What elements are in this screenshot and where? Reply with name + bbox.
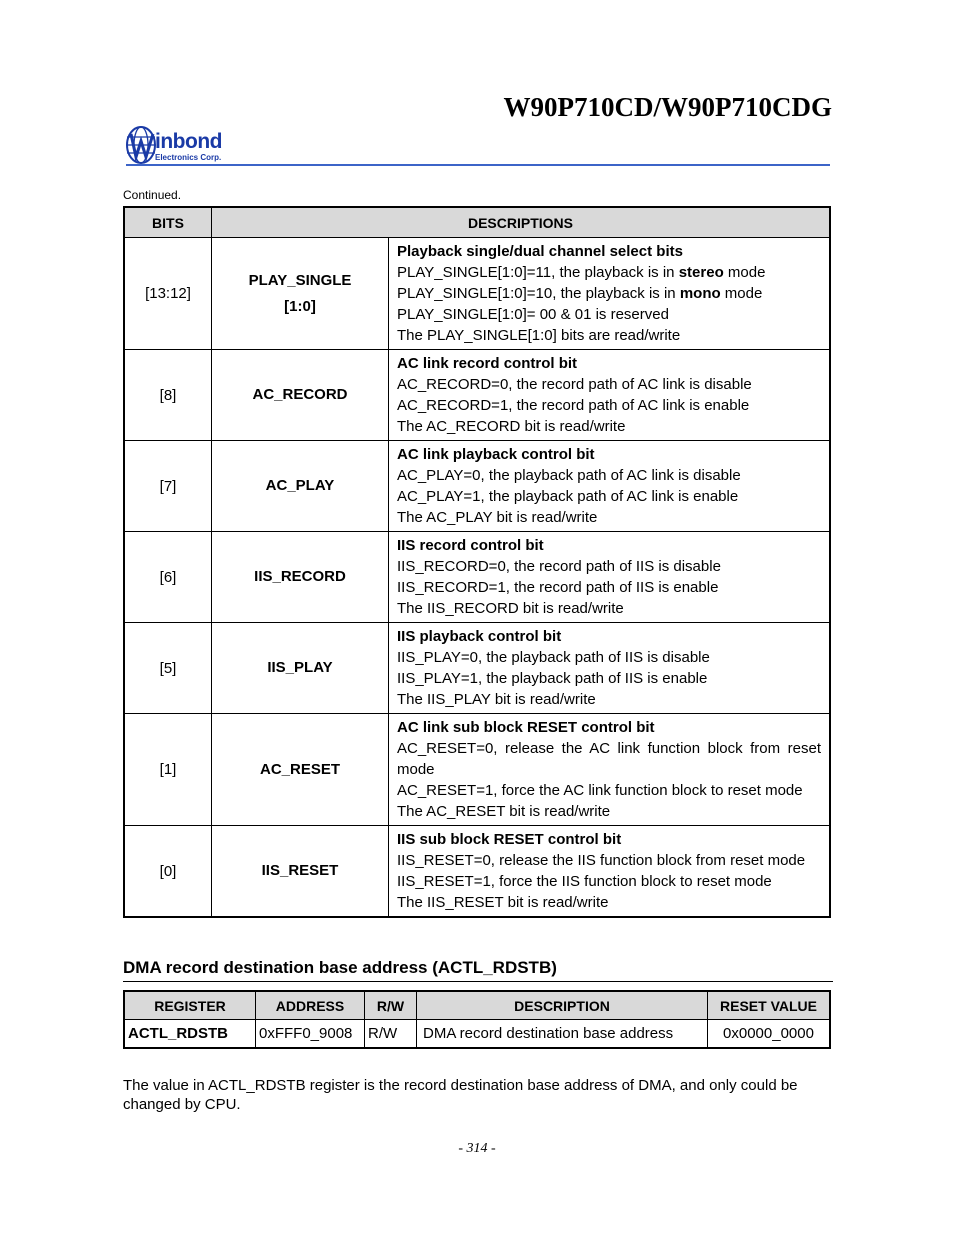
header-description: DESCRIPTION bbox=[417, 991, 708, 1020]
field-name-cell bbox=[212, 238, 389, 350]
field-name-cell bbox=[212, 350, 389, 441]
description-text: AC link playback control bit bbox=[397, 446, 595, 463]
table-row bbox=[124, 238, 830, 350]
description-cell bbox=[389, 826, 831, 918]
description-text: mode bbox=[723, 264, 766, 281]
document-title: W90P710CD/W90P710CDG bbox=[503, 92, 832, 122]
description-line bbox=[397, 416, 821, 437]
description-cell bbox=[389, 714, 831, 826]
description-text: IIS_RESET=0, release the IIS function block from reset mode bbox=[397, 852, 806, 869]
field-name-cell bbox=[212, 623, 389, 714]
register-reset-value: 0x0000_0000 bbox=[708, 1020, 831, 1049]
bits-cell: [7] bbox=[124, 441, 212, 532]
description-heading bbox=[397, 626, 821, 647]
description-text: AC_RECORD=1, the record path of AC link is enable bbox=[397, 397, 750, 414]
register-row bbox=[124, 1020, 830, 1049]
description-line bbox=[397, 465, 821, 486]
description-text: IIS_RECORD=0, the record path of IIS is disable bbox=[397, 558, 721, 575]
description-line bbox=[397, 892, 821, 913]
description-text: AC_PLAY=1, the playback path of AC link is enable bbox=[397, 488, 739, 505]
description-cell bbox=[389, 441, 831, 532]
bits-cell: [1] bbox=[124, 714, 212, 826]
register-rw: R/W bbox=[365, 1020, 417, 1049]
description-text: The PLAY_SINGLE[1:0] bits are read/write bbox=[397, 327, 681, 344]
table-header-row bbox=[124, 207, 830, 238]
body-paragraph: The value in ACTL_RDSTB register is the record destination base address of DMA, and only could be changed by CPU. bbox=[123, 1077, 798, 1113]
description-cell bbox=[389, 623, 831, 714]
table-row bbox=[124, 441, 830, 532]
section-title: DMA record destination base address (ACTL_RDSTB) bbox=[123, 958, 557, 977]
description-text: AC link record control bit bbox=[397, 355, 578, 372]
field-name-cell bbox=[212, 826, 389, 918]
description-cell bbox=[389, 350, 831, 441]
description-text: Playback single/dual channel select bits bbox=[397, 243, 683, 260]
description-text: The IIS_PLAY bit is read/write bbox=[397, 691, 596, 708]
bit-description-table bbox=[123, 206, 831, 918]
description-line bbox=[397, 304, 821, 325]
winbond-logo bbox=[126, 125, 256, 167]
field-name-cell bbox=[212, 714, 389, 826]
description-text: AC_RESET=1, force the AC link function block to reset mode bbox=[397, 782, 803, 799]
description-line bbox=[397, 556, 821, 577]
description-line bbox=[397, 598, 821, 619]
bits-cell: [0] bbox=[124, 826, 212, 918]
description-line bbox=[397, 668, 821, 689]
description-heading bbox=[397, 444, 821, 465]
description-text: The AC_RECORD bit is read/write bbox=[397, 418, 626, 435]
description-heading bbox=[397, 241, 821, 262]
logo-subtitle: Electronics Corp. bbox=[155, 153, 222, 162]
description-line bbox=[397, 395, 821, 416]
continued-label: Continued. bbox=[123, 188, 182, 202]
register-description: DMA record destination base address bbox=[417, 1020, 708, 1049]
description-text: The AC_RESET bit is read/write bbox=[397, 803, 611, 820]
description-text: stereo bbox=[678, 264, 724, 281]
description-text: The IIS_RESET bit is read/write bbox=[397, 894, 609, 911]
bits-cell: [5] bbox=[124, 623, 212, 714]
table-row bbox=[124, 532, 830, 623]
description-text: mode bbox=[397, 761, 435, 778]
description-line bbox=[397, 689, 821, 710]
description-heading bbox=[397, 717, 821, 738]
field-name: PLAY_SINGLE bbox=[248, 271, 352, 289]
table-row bbox=[124, 350, 830, 441]
field-name: IIS_RESET bbox=[261, 862, 339, 879]
field-name: [1:0] bbox=[284, 297, 316, 315]
register-name: ACTL_RDSTB bbox=[124, 1020, 256, 1049]
header-descriptions: DESCRIPTIONS bbox=[212, 207, 831, 238]
header-rw: R/W bbox=[365, 991, 417, 1020]
description-text: AC link sub block RESET control bit bbox=[397, 719, 655, 736]
description-heading bbox=[397, 535, 821, 556]
description-line bbox=[397, 325, 821, 346]
description-line bbox=[397, 486, 821, 507]
register-header-row bbox=[124, 991, 830, 1020]
description-line bbox=[397, 283, 821, 304]
description-text: mode bbox=[720, 285, 763, 302]
header-bits: BITS bbox=[124, 207, 212, 238]
field-name-cell bbox=[212, 441, 389, 532]
description-line bbox=[397, 759, 821, 780]
field-name: AC_RECORD bbox=[252, 386, 348, 403]
description-line bbox=[397, 374, 821, 395]
register-address: 0xFFF0_9008 bbox=[256, 1020, 365, 1049]
description-text: The AC_PLAY bit is read/write bbox=[397, 509, 598, 526]
field-name-cell bbox=[212, 532, 389, 623]
table-row bbox=[124, 714, 830, 826]
table-row bbox=[124, 826, 830, 918]
description-text: IIS_PLAY=1, the playback path of IIS is enable bbox=[397, 670, 708, 687]
bits-cell: [13:12] bbox=[124, 238, 212, 350]
description-text: AC_RESET=0, release the AC link function block from reset bbox=[397, 740, 821, 757]
description-line bbox=[397, 801, 821, 822]
field-name: IIS_RECORD bbox=[254, 568, 346, 585]
register-table bbox=[123, 990, 831, 1049]
description-text: AC_PLAY=0, the playback path of AC link is disable bbox=[397, 467, 741, 484]
description-line bbox=[397, 871, 821, 892]
description-text: AC_RECORD=0, the record path of AC link is disable bbox=[397, 376, 752, 393]
description-heading bbox=[397, 829, 821, 850]
description-text: IIS playback control bit bbox=[397, 628, 562, 645]
header-address: ADDRESS bbox=[256, 991, 365, 1020]
description-line bbox=[397, 738, 821, 759]
header-rule bbox=[126, 164, 830, 166]
description-line bbox=[397, 850, 821, 871]
description-text: PLAY_SINGLE[1:0]=11, the playback is in bbox=[397, 264, 679, 281]
table-body bbox=[124, 238, 830, 918]
description-text: IIS_RESET=1, force the IIS function block to reset mode bbox=[397, 873, 772, 890]
description-line bbox=[397, 507, 821, 528]
field-name: AC_PLAY bbox=[265, 477, 335, 494]
bits-cell: [6] bbox=[124, 532, 212, 623]
description-text: PLAY_SINGLE[1:0]=10, the playback is in bbox=[397, 285, 680, 302]
header-reset-value: RESET VALUE bbox=[708, 991, 831, 1020]
description-cell bbox=[389, 238, 831, 350]
description-text: IIS sub block RESET control bit bbox=[397, 831, 622, 848]
description-text: mono bbox=[679, 285, 721, 302]
header-register: REGISTER bbox=[124, 991, 256, 1020]
description-line bbox=[397, 780, 821, 801]
description-text: IIS_RECORD=1, the record path of IIS is enable bbox=[397, 579, 719, 596]
description-text: IIS record control bit bbox=[397, 537, 544, 554]
description-text: The IIS_RECORD bit is read/write bbox=[397, 600, 624, 617]
globe-w-icon bbox=[126, 125, 156, 165]
bits-cell: [8] bbox=[124, 350, 212, 441]
description-text: PLAY_SINGLE[1:0]= 00 & 01 is reserved bbox=[397, 306, 669, 323]
description-line bbox=[397, 647, 821, 668]
table-row bbox=[124, 623, 830, 714]
description-line bbox=[397, 577, 821, 598]
description-heading bbox=[397, 353, 821, 374]
description-line bbox=[397, 262, 821, 283]
page-number: - 314 - bbox=[458, 1141, 496, 1156]
field-name: AC_RESET bbox=[259, 760, 341, 778]
description-text: IIS_PLAY=0, the playback path of IIS is disable bbox=[397, 649, 710, 666]
field-name: IIS_PLAY bbox=[267, 659, 333, 676]
section-rule bbox=[123, 981, 833, 982]
logo-wordmark: inbond bbox=[155, 130, 222, 153]
description-cell bbox=[389, 532, 831, 623]
